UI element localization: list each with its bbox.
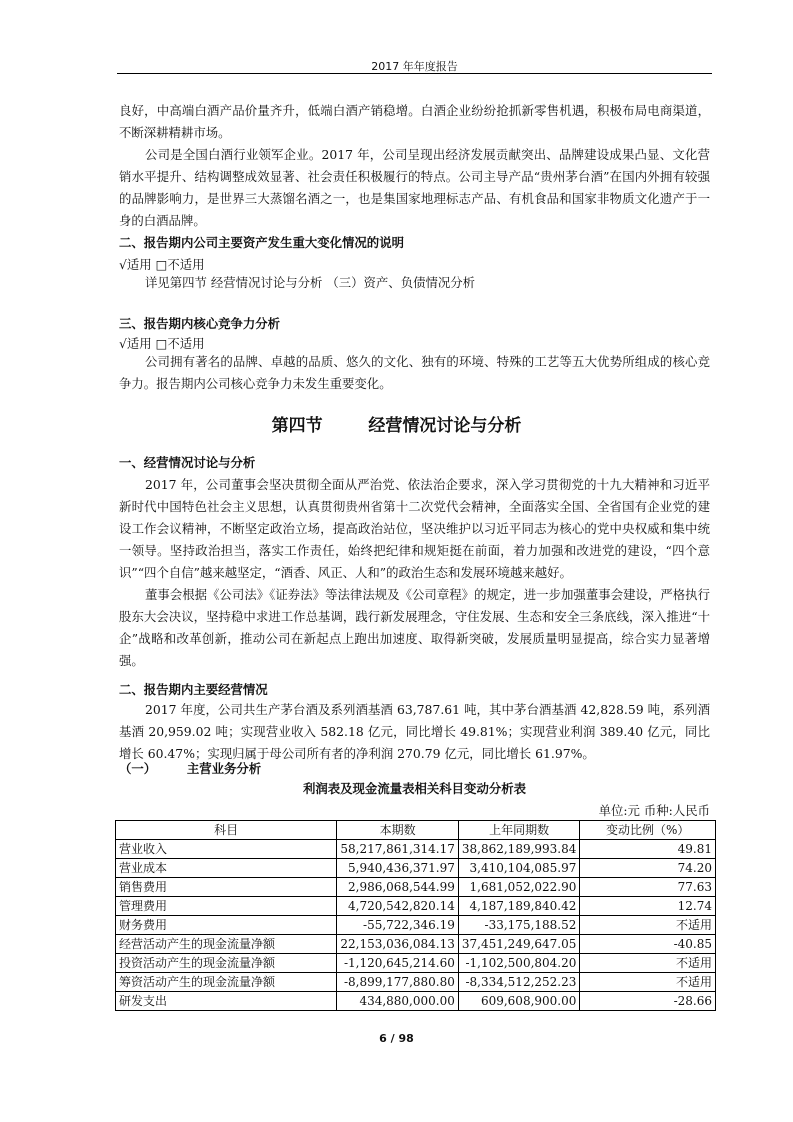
current-value: 5,940,436,371.97 [337, 859, 459, 878]
table-caption: 利润表及现金流量表相关科目变动分析表 [302, 781, 527, 796]
table-unit: 单位:元 币种:人民币 [598, 803, 710, 818]
row-label: 经营活动产生的现金流量净额 [116, 935, 337, 954]
page-number: 6 / 98 [379, 1032, 414, 1045]
operations-title: 二、报告期内主要经营情况 [119, 682, 268, 697]
table-row [116, 859, 716, 878]
subsection-name: 主营业务分析 [186, 761, 262, 776]
prior-value: 37,451,249,647.05 [458, 935, 580, 954]
prior-value: 4,187,189,840.42 [458, 897, 580, 916]
change-ratio: 不适用 [580, 954, 716, 973]
section-3-text: 公司拥有著名的品牌、卓越的品质、悠久的文化、独有的环境、特殊的工艺等五大优势所组成的核心竞争力。报告期内公司核心竞争力未发生重要变化。 [119, 354, 710, 391]
section-3-applicability: √适用 □不适用 [119, 336, 205, 351]
column-header: 上年同期数 [458, 821, 580, 840]
row-label: 营业成本 [116, 859, 337, 878]
table-row [116, 992, 716, 1011]
section-2-text: 详见第四节 经营情况讨论与分析 （三）资产、负债情况分析 [145, 275, 476, 290]
current-value: -55,722,346.19 [337, 916, 459, 935]
change-ratio: -40.85 [580, 935, 716, 954]
change-ratio: -28.66 [580, 992, 716, 1011]
section-2-title: 二、报告期内公司主要资产发生重大变化情况的说明 [119, 235, 404, 250]
page-header: 2017 年年度报告 [371, 60, 458, 73]
table-row [116, 954, 716, 973]
change-ratio: 不适用 [580, 973, 716, 992]
row-label: 财务费用 [116, 916, 337, 935]
current-value: 434,880,000.00 [337, 992, 459, 1011]
section-3-title: 三、报告期内核心竞争力分析 [119, 316, 281, 331]
column-header: 科目 [116, 821, 337, 840]
operations-paragraph: 2017 年度，公司共生产茅台酒及系列酒基酒 63,787.61 吨，其中茅台酒基酒 42,828.59 吨，系列酒基酒 20,959.02 吨；实现营业收入 582.18 亿元，同比增长 49.81%；实现营业利润 389.40 亿元，同比增长 60.47%；实现归属于母公司所有者的净利润 270.79 亿元，同比增长 61.97%。 [119, 702, 710, 761]
table-row [116, 916, 716, 935]
change-ratio: 12.74 [580, 897, 716, 916]
row-label: 筹资活动产生的现金流量净额 [116, 973, 337, 992]
change-analysis-table [115, 820, 716, 1011]
current-value: -8,899,177,880.80 [337, 973, 459, 992]
chapter-title [0, 411, 793, 436]
row-label: 管理费用 [116, 897, 337, 916]
current-value: 22,153,036,084.13 [337, 935, 459, 954]
table-row [116, 973, 716, 992]
prior-value: -33,175,188.52 [458, 916, 580, 935]
subsection-number: （一） [119, 761, 157, 776]
table-row [116, 840, 716, 859]
intro-paragraph-2: 公司是全国白酒行业领军企业。2017 年，公司呈现出经济发展贡献突出、品牌建设成果凸显、文化营销水平提升、结构调整成效显著、社会责任积极履行的特点。公司主导产品“贵州茅台酒”在国内外拥有较强的品牌影响力，是世界三大蒸馏名酒之一，也是集国家地理标志产品、有机食品和国家非物质文化遗产于一身的白酒品牌。 [119, 147, 710, 228]
intro-paragraph-1: 良好，中高端白酒产品价量齐升，低端白酒产销稳增。白酒企业纷纷抢抓新零售机遇，积极布局电商渠道，不断深耕精耕市场。 [119, 103, 710, 140]
subsection-title [119, 758, 261, 780]
prior-value: 38,862,189,993.84 [458, 840, 580, 859]
row-label: 销售费用 [116, 878, 337, 897]
row-label: 研发支出 [116, 992, 337, 1011]
chapter-number: 第四节 [271, 416, 323, 436]
change-ratio: 49.81 [580, 840, 716, 859]
change-ratio: 74.20 [580, 859, 716, 878]
table-row [116, 878, 716, 897]
discussion-paragraph-1: 2017 年，公司董事会坚决贯彻全面从严治党、依法治企要求，深入学习贯彻党的十九大精神和习近平新时代中国特色社会主义思想，认真贯彻贵州省第十二次党代会精神，全面落实全国、全省国有企业党的建设工作会议精神，不断坚定政治立场，提高政治站位，坚决维护以习近平同志为核心的党中央权威和集中统一领导。坚持政治担当，落实工作责任，始终把纪律和规矩挺在前面，着力加强和改进党的建设，“四个意识”“四个自信”越来越坚定，“酒香、风正、人和”的政治生态和发展环境越来越好。 [119, 477, 710, 580]
row-label: 营业收入 [116, 840, 337, 859]
header-rule [117, 73, 712, 74]
column-header: 变动比例（%） [580, 821, 716, 840]
chapter-name: 经营情况讨论与分析 [368, 416, 522, 436]
change-ratio: 77.63 [580, 878, 716, 897]
column-header: 本期数 [337, 821, 459, 840]
current-value: 58,217,861,314.17 [337, 840, 459, 859]
prior-value: 609,608,900.00 [458, 992, 580, 1011]
change-ratio: 不适用 [580, 916, 716, 935]
row-label: 投资活动产生的现金流量净额 [116, 954, 337, 973]
current-value: 2,986,068,544.99 [337, 878, 459, 897]
table-row [116, 897, 716, 916]
prior-value: -8,334,512,252.23 [458, 973, 580, 992]
table-header-row [116, 821, 716, 840]
section-2-applicability: √适用 □不适用 [119, 257, 205, 272]
current-value: -1,120,645,214.60 [337, 954, 459, 973]
prior-value: 1,681,052,022.90 [458, 878, 580, 897]
discussion-title: 一、经营情况讨论与分析 [119, 455, 256, 470]
discussion-paragraph-2: 董事会根据《公司法》《证券法》等法律法规及《公司章程》的规定，进一步加强董事会建设，严格执行股东大会决议，坚持稳中求进工作总基调，践行新发展理念，守住发展、生态和安全三条底线，深入推进“十企”战略和改革创新，推动公司在新起点上跑出加速度、取得新突破，发展质量明显提高，综合实力显著增强。 [119, 587, 710, 668]
table-row [116, 935, 716, 954]
prior-value: 3,410,104,085.97 [458, 859, 580, 878]
current-value: 4,720,542,820.14 [337, 897, 459, 916]
prior-value: -1,102,500,804.20 [458, 954, 580, 973]
